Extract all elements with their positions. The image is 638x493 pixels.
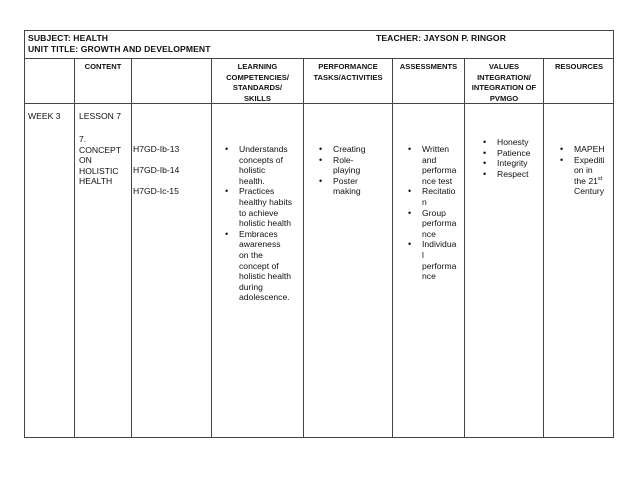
- list-item: • Poster making: [317, 176, 389, 197]
- content-column-header: CONTENT: [84, 62, 122, 71]
- values-integration-header: VALUES INTEGRATION/ INTEGRATION OF PVMGO: [471, 62, 537, 103]
- performance-tasks-header: PERFORMANCE TASKS/ACTIVITIES: [313, 62, 383, 82]
- header-divider: [25, 58, 613, 59]
- competency-codes: [133, 139, 179, 202]
- list-item: • Honesty: [481, 137, 543, 148]
- learning-competencies-header: LEARNING COMPETENCIES/ STANDARDS/ SKILLS: [226, 62, 289, 103]
- lesson-plan-table: [24, 30, 614, 438]
- competency-code: H7GD-Ic-15: [133, 186, 179, 196]
- performance-tasks-list: [317, 144, 389, 197]
- teacher-label: TEACHER: JAYSON P. RINGOR: [376, 33, 506, 43]
- col-divider: [392, 58, 393, 438]
- subject-label: SUBJECT: HEALTH: [28, 33, 109, 43]
- list-item: • Creating: [317, 144, 389, 155]
- list-item: • Respect: [481, 169, 543, 180]
- col-divider: [74, 58, 75, 438]
- list-item: • Embraces awareness on the concept of holistic health during adolescence.: [223, 229, 303, 303]
- lesson-label: LESSON 7: [79, 111, 122, 121]
- col-divider: [543, 58, 544, 438]
- col-divider: [131, 58, 132, 438]
- unit-title-label: UNIT TITLE: GROWTH AND DEVELOPMENT: [28, 44, 211, 54]
- list-item: • Recitatio n: [406, 186, 464, 207]
- week-label: WEEK 3: [28, 111, 61, 121]
- col-divider: [464, 58, 465, 438]
- assessments-list: [406, 144, 464, 282]
- list-item: • MAPEH: [558, 144, 614, 155]
- values-list: [481, 137, 543, 179]
- col-divider: [211, 58, 212, 438]
- col-divider: [303, 58, 304, 438]
- competency-code: H7GD-Ib-13: [133, 144, 180, 154]
- list-item: • Role- playing: [317, 155, 389, 176]
- competencies-list: [223, 144, 303, 303]
- list-item: • Practices healthy habits to achieve holistic health: [223, 186, 303, 228]
- list-item: • Patience: [481, 148, 543, 159]
- list-item: • Integrity: [481, 158, 543, 169]
- list-item: • Group performa nce: [406, 208, 464, 240]
- resources-header: RESOURCES: [554, 62, 604, 71]
- lesson-concept: 7. CONCEPT ON HOLISTIC HEALTH: [79, 134, 122, 187]
- competency-code: H7GD-Ib-14: [133, 165, 180, 175]
- list-item: • Written and performa nce test: [406, 144, 464, 186]
- list-item: • Expediti on in the 21st Century: [558, 155, 614, 197]
- assessments-header: ASSESSMENTS: [399, 62, 458, 71]
- list-item: • Understands concepts of holistic health.: [223, 144, 303, 186]
- list-item: • Individua l performa nce: [406, 239, 464, 281]
- resources-list: [558, 144, 614, 197]
